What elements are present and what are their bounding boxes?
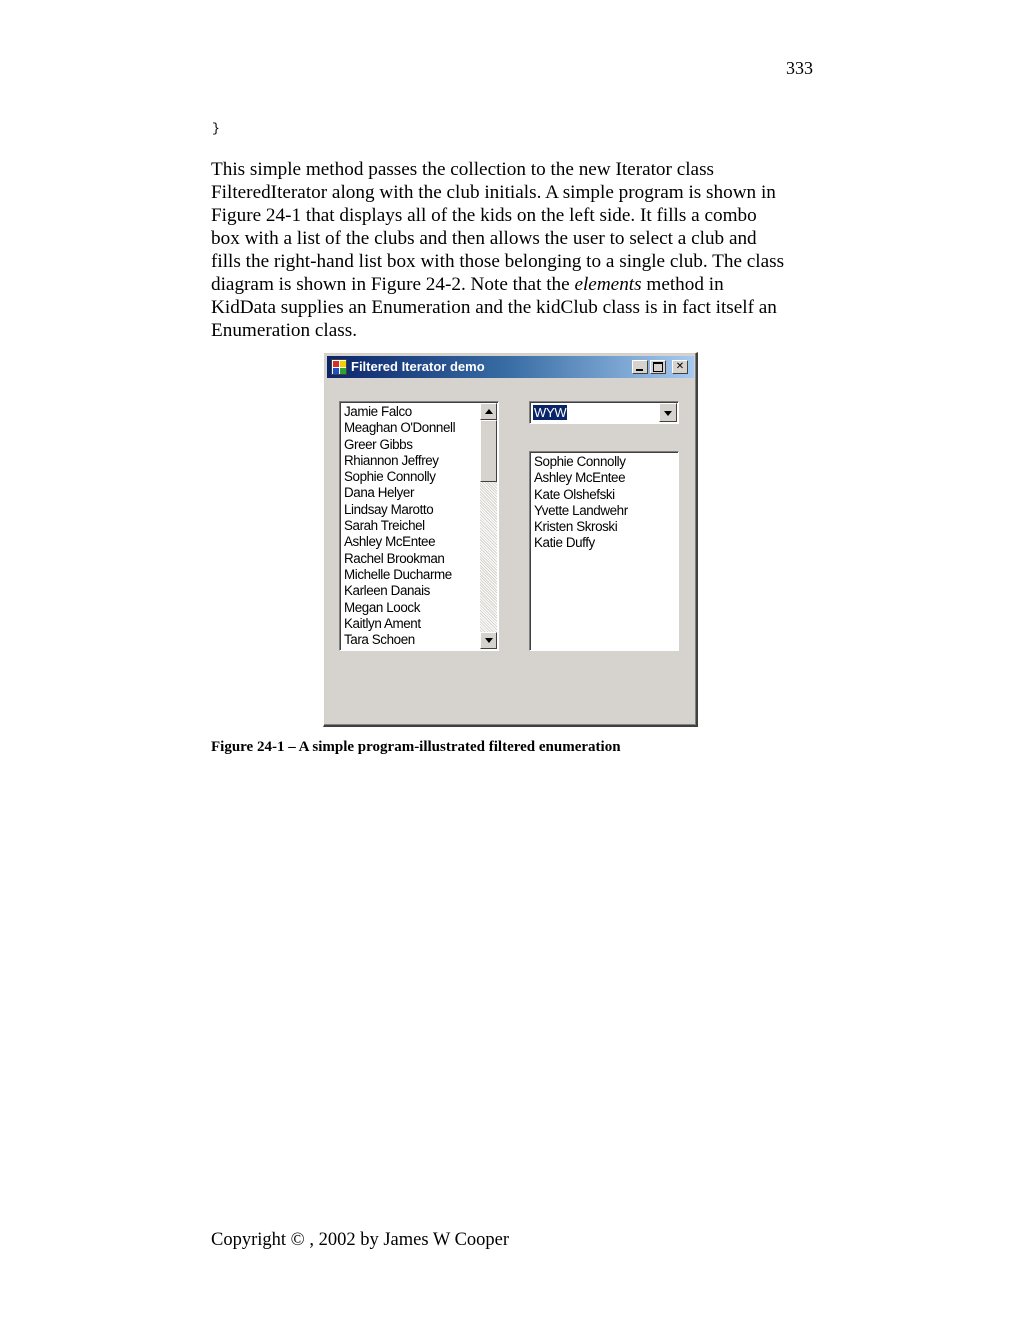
arrow-down-icon (485, 638, 493, 643)
list-item-kid[interactable]: Kaitlyn Ament (344, 615, 421, 631)
list-item-kid[interactable]: Rachel Brookman (344, 550, 445, 566)
scroll-up-button[interactable] (480, 403, 497, 420)
paragraph-line: fills the right-hand list box with those belonging to a single club. The class (211, 251, 785, 272)
list-item-kid[interactable]: Megan Loock (344, 599, 420, 615)
code-closing-brace: } (212, 121, 220, 136)
paragraph-line: This simple method passes the collection to the new Iterator class (211, 159, 715, 180)
list-item-club-kid[interactable]: Ashley McEntee (534, 470, 626, 486)
combobox-dropdown-button[interactable] (659, 403, 677, 422)
list-item-kid[interactable]: Greer Gibbs (344, 436, 413, 452)
list-item-kid[interactable]: Ashley McEntee (344, 534, 436, 550)
list-item-club-kid[interactable]: Yvette Landwehr (534, 502, 628, 518)
list-item-kid[interactable]: Rhiannon Jeffrey (344, 452, 439, 468)
list-item-club-kid[interactable]: Kristen Skroski (534, 519, 618, 535)
scroll-down-button[interactable] (480, 632, 497, 649)
listbox-scrollbar[interactable] (480, 403, 497, 649)
list-item-kid[interactable]: Tara Schoen (344, 632, 415, 648)
paragraph-line: FilteredIterator along with the club initials. A simple program is shown in (211, 182, 776, 203)
list-item-kid[interactable]: Meaghan O'Donnell (344, 420, 456, 436)
chevron-down-icon (664, 411, 672, 416)
paragraph-line (211, 273, 816, 296)
close-button[interactable] (672, 360, 688, 374)
list-item-kid[interactable]: Michelle Ducharme (344, 566, 452, 582)
arrow-up-icon (485, 409, 493, 414)
minimize-button[interactable] (632, 360, 648, 374)
app-icon[interactable] (331, 359, 347, 375)
club-kids-listbox[interactable] (529, 451, 679, 651)
list-item-club-kid[interactable]: Sophie Connolly (534, 454, 626, 469)
paragraph-line: Enumeration class. (211, 320, 357, 341)
window-titlebar[interactable] (327, 356, 694, 378)
list-item-kid[interactable]: Sarah Treichel (344, 518, 425, 534)
club-kids-items (534, 454, 628, 552)
figure-caption: Figure 24-1 – A simple program-illustrated filtered enumeration (211, 739, 621, 755)
paragraph-text: diagram is shown in Figure 24-2. Note that the (211, 274, 575, 295)
paragraph-line: box with a list of the clubs and then allows the user to select a club and (211, 228, 757, 249)
all-kids-items (344, 404, 455, 648)
scroll-thumb[interactable] (480, 420, 497, 482)
list-item-kid[interactable]: Sophie Connolly (344, 469, 436, 485)
list-item-kid[interactable]: Jamie Falco (344, 404, 412, 419)
body-paragraph (211, 158, 816, 342)
list-item-club-kid[interactable]: Katie Duffy (534, 535, 595, 551)
paragraph-text: method in (641, 274, 724, 295)
page-number: 333 (786, 58, 813, 78)
window-title: Filtered Iterator demo (351, 359, 485, 374)
copyright-footer: Copyright © , 2002 by James W Cooper (211, 1230, 510, 1250)
club-combobox-value: WYW (534, 405, 567, 420)
list-item-club-kid[interactable]: Kate Olshefski (534, 486, 615, 502)
filtered-iterator-window (323, 352, 698, 727)
all-kids-listbox[interactable] (339, 401, 499, 651)
paragraph-line: Figure 24-1 that displays all of the kids on the left side. It fills a combo (211, 205, 757, 226)
emphasis-elements: elements (574, 274, 642, 295)
list-item-kid[interactable]: Karleen Danais (344, 583, 430, 599)
list-item-kid[interactable]: Lindsay Marotto (344, 501, 434, 517)
paragraph-line: KidData supplies an Enumeration and the kidClub class is in fact itself an (211, 297, 777, 318)
club-combobox[interactable] (529, 401, 679, 424)
list-item-kid[interactable]: Dana Helyer (344, 485, 415, 501)
maximize-button[interactable] (650, 360, 666, 374)
